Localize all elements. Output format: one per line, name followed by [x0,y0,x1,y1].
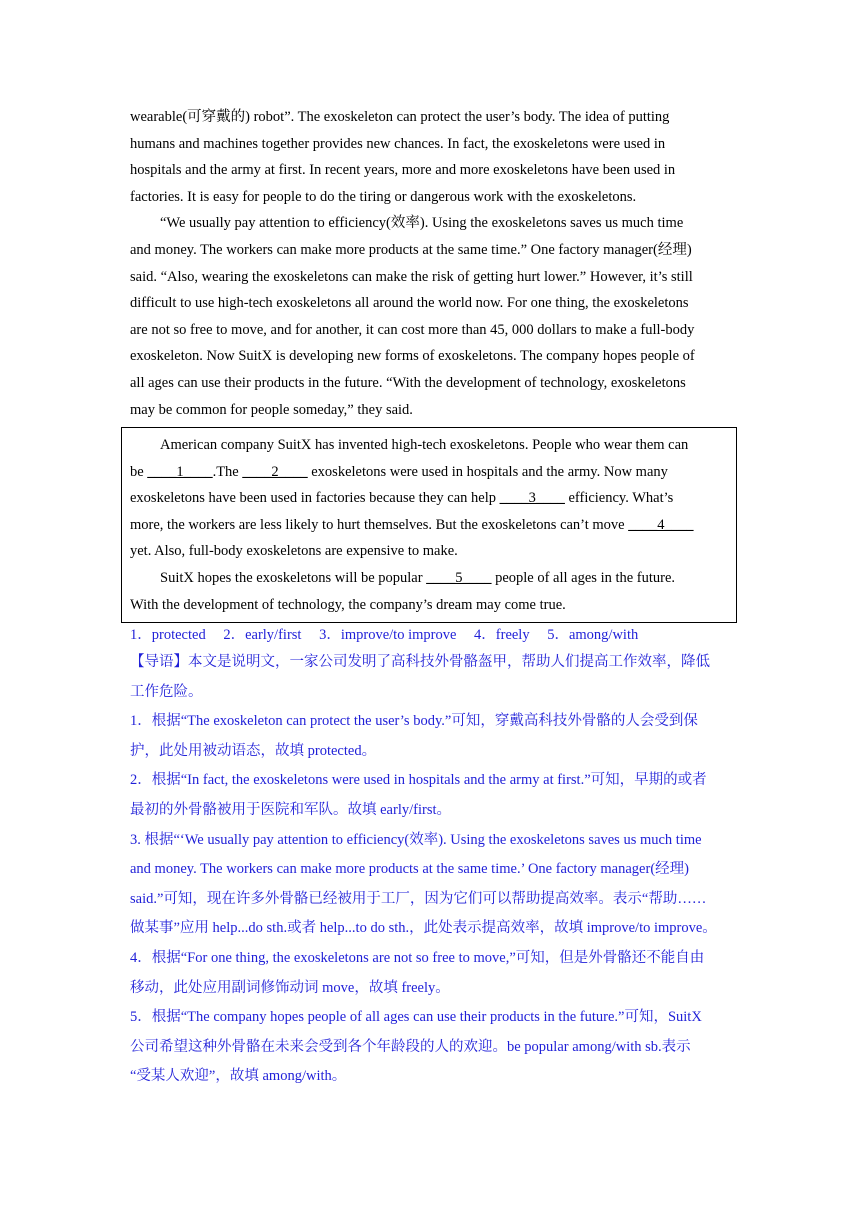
summary-text: SuitX hopes the exoskeletons will be popular [160,569,427,586]
answer-item: 1．protected [130,627,206,643]
summary-text: more, the workers are less likely to hurt themselves. But the exoskeletons can’t move [130,516,629,533]
blank-1: ____1____ [147,463,213,480]
blank-3: ____3____ [499,490,565,507]
summary-line [130,485,730,512]
explanation-line: 2．根据“In fact, the exoskeletons were used in hospitals and the army at first.”可知，早期的或者 [130,772,707,789]
explanation-line: 做某事”应用 help...do sth.或者 help...to do sth.，此处表示提高效率，故填 improve/to improve。 [130,920,717,937]
passage-line: and money. The workers can make more products at the same time.” One factory manager(经理) [130,241,692,258]
explanation-line: 公司希望这种外骨骼在未来会受到各个年龄段的人的欢迎。be popular among/with sb.表示 [130,1038,691,1055]
answer-section [130,622,734,1092]
summary-text: people of all ages in the future. [491,569,676,586]
summary-text: exoskeletons have been used in factories because they can help [130,490,500,507]
summary-line [130,512,730,539]
passage-line: all ages can use their products in the future. “With the development of technology, exoskeletons [130,374,686,391]
explanation-line: 1．根据“The exoskeleton can protect the user’s body.”可知，穿戴高科技外骨骼的人会受到保 [130,713,698,730]
answer-item: 4．freely [474,627,530,643]
reading-passage [130,104,730,423]
blank-4: ____4____ [628,516,694,533]
intro-line: 【导语】本文是说明文，一家公司发明了高科技外骨骼盔甲，帮助人们提高工作效率，降低 [130,654,710,670]
explanation-line: 4．根据“For one thing, the exoskeletons are not so free to move,”可知，但是外骨骼还不能自由 [130,949,705,966]
passage-line: exoskeleton. Now SuitX is developing new forms of exoskeletons. The company hopes people of [130,348,695,365]
passage-line: wearable(可穿戴的) robot”. The exoskeleton can protect the user’s body. The idea of putting [130,109,670,125]
passage-line: said. “Also, wearing the exoskeletons can make the risk of getting hurt lower.” However, it’s still [130,268,693,285]
explanation-line: and money. The workers can make more products at the same time.’ One factory manager(经理) [130,861,689,878]
passage-line: hospitals and the army at first. In recent years, more and more exoskeletons have been used in [130,162,676,179]
explanation-line: “受某人欢迎”，故填 among/with。 [130,1068,347,1085]
summary-text: exoskeletons were used in hospitals and the army. Now many [307,463,668,480]
summary-line [130,565,730,592]
answer-key [130,622,734,648]
blank-5: ____5____ [426,569,492,586]
summary-box [121,427,737,623]
explanation-line: 护，此处用被动语态，故填 protected。 [130,742,377,759]
passage-line: are not so free to move, and for another, it can cost more than 45, 000 dollars to make a full-body [130,321,695,338]
answer-item: 5．among/with [547,627,639,643]
summary-text: .The [212,463,243,480]
summary-line: yet. Also, full-body exoskeletons are expensive to make. [130,543,458,560]
summary-line: American company SuitX has invented high-tech exoskeletons. People who wear them can [160,437,689,453]
answer-item: 3．improve/to improve [319,627,457,643]
answer-item: 2．early/first [223,627,302,643]
passage-line: factories. It is easy for people to do the tiring or dangerous work with the exoskeletons. [130,188,637,205]
summary-text: efficiency. What’s [564,490,674,507]
explanation-line: said.”可知，现在许多外骨骼已经被用于工厂，因为它们可以帮助提高效率。表示“帮助…… [130,890,707,907]
explanation-line: 3. 根据“‘We usually pay attention to efficiency(效率). Using the exoskeletons saves us much time [130,831,702,848]
blank-2: ____2____ [242,463,308,480]
summary-text: be [130,463,148,480]
intro-line: 工作危险。 [130,683,203,700]
explanation-line: 5．根据“The company hopes people of all ages can use their products in the future.”可知，SuitX [130,1009,702,1026]
explanation-line: 最初的外骨骼被用于医院和军队。故填 early/first。 [130,801,451,818]
summary-line [130,459,730,486]
passage-line: may be common for people someday,” they said. [130,401,413,418]
passage-line: “We usually pay attention to efficiency(效率). Using the exoskeletons saves us much time [160,215,684,232]
passage-line: humans and machines together provides new chances. In fact, the exoskeletons were used in [130,135,666,152]
summary-line: With the development of technology, the company’s dream may come true. [130,596,566,613]
passage-line: difficult to use high-tech exoskeletons all around the world now. For one thing, the exoskeletons [130,295,689,312]
explanation-line: 移动，此处应用副词修饰动词 move，故填 freely。 [130,979,450,996]
